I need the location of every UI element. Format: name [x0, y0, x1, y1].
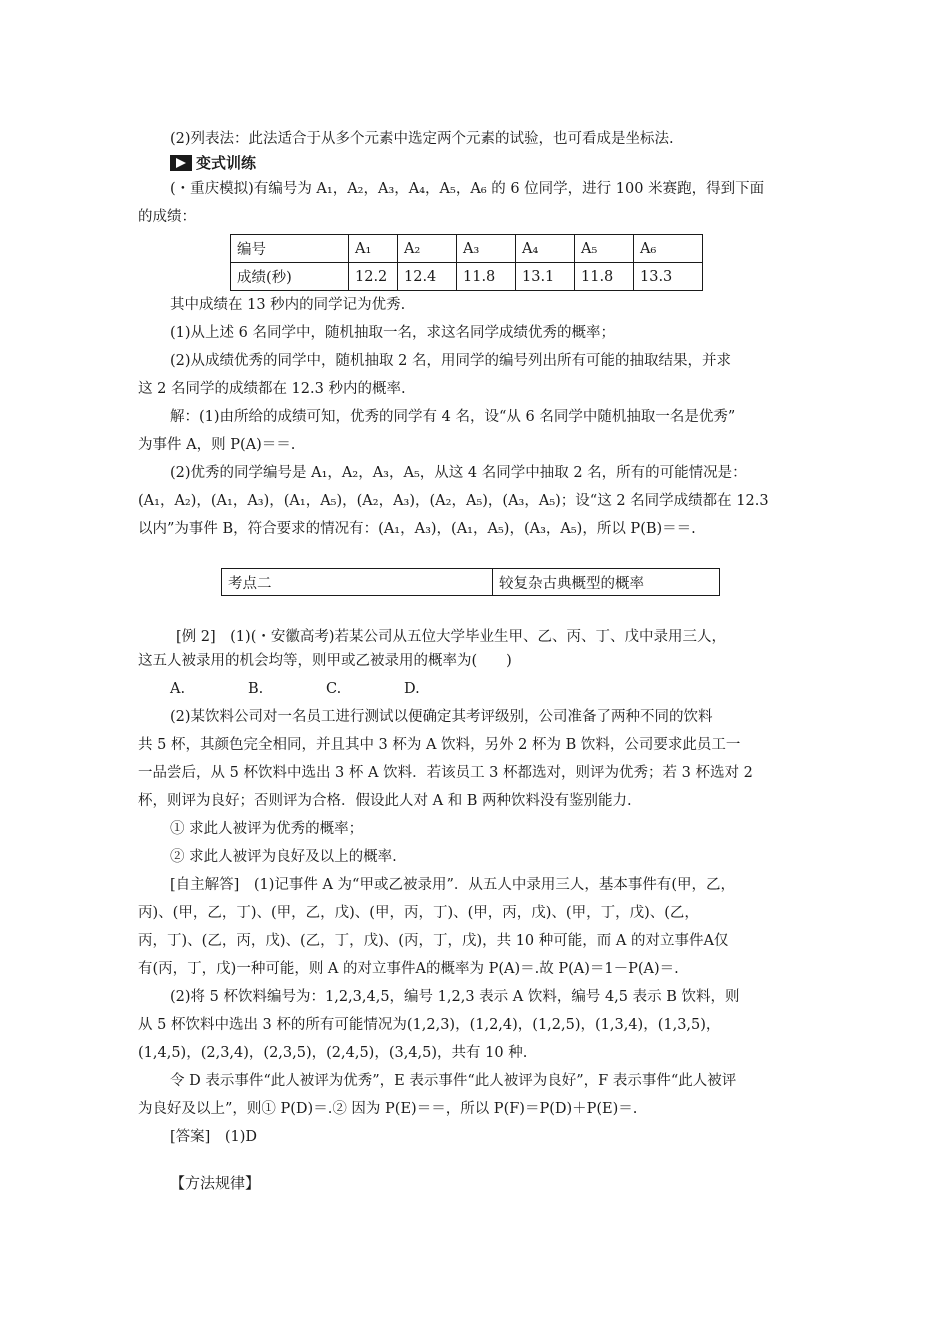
question-2-line1: (2)从成绩优秀的同学中，随机抽取 2 名，用同学的编号列出所有可能的抽取结果，并求 [170, 353, 731, 369]
table-cell: 13.3 [634, 263, 703, 291]
solution-1-line2: 为事件 A，则 P(A)＝＝. [138, 437, 296, 453]
self-solution-part2-line2: 从 5 杯饮料中选出 3 杯的所有可能情况为(1,2,3)，(1,2,4)，(1,2,5)，(1,3,4)，(1,3,5)， [138, 1017, 721, 1033]
example-2-part2-line2: 共 5 杯，其颜色完全相同，并且其中 3 杯为 A 饮料，另外 2 杯为 B 饮料，公司要求此员工一 [138, 737, 741, 753]
question-1: (1)从上述 6 名同学中，随机抽取一名，求这名同学成绩优秀的概率； [170, 325, 615, 341]
table-cell: 编号 [231, 235, 349, 263]
table-cell: 13.1 [516, 263, 575, 291]
option-b: B. [248, 681, 264, 697]
table-cell: A₅ [575, 235, 634, 263]
table-cell: 11.8 [457, 263, 516, 291]
table-cell: 12.4 [398, 263, 457, 291]
option-c: C. [326, 681, 342, 697]
table-cell: A₃ [457, 235, 516, 263]
example-2-part2-line3: 一品尝后，从 5 杯饮料中选出 3 杯 A 饮料．若该员工 3 杯都选对，则评为优秀；若 3 杯选对 2 [138, 765, 753, 781]
example-2-line1: [例 2] (1)(・安徽高考)若某公司从五位大学毕业生甲、乙、丙、丁、戊中录用三人， [176, 629, 726, 645]
self-solution-part2-line3: (1,4,5)，(2,3,4)，(2,3,5)，(2,4,5)，(3,4,5)，共有 10 种. [138, 1045, 528, 1061]
problem-stem-line2: 的成绩： [138, 209, 196, 225]
question-2-line2: 这 2 名同学的成绩都在 12.3 秒内的概率. [138, 381, 406, 397]
table-row [231, 235, 703, 263]
table-cell: A₆ [634, 235, 703, 263]
self-solution-line1: [自主解答] (1)记事件 A 为“甲或乙被录用”．从五人中录用三人，基本事件有(甲，乙， [170, 877, 736, 893]
answer-line: [答案] (1)D [170, 1129, 257, 1145]
sub-question-2: ② 求此人被评为良好及以上的概率. [170, 849, 397, 865]
topic-box [221, 568, 720, 596]
self-solution-line3: 丙，丁)、(乙，丙，戊)、(乙，丁，戊)、(丙，丁，戊)，共 10 种可能，而 A 的对立事件A仅 [138, 933, 729, 949]
example-2-part2-line4: 杯，则评为良好；否则评为合格．假设此人对 A 和 B 两种饮料没有鉴别能力. [138, 793, 632, 809]
table-row [231, 263, 703, 291]
method-heading: 【方法规律】 [170, 1174, 261, 1192]
self-solution-part3-line1: 令 D 表示事件“此人被评为优秀”，E 表示事件“此人被评为良好”，F 表示事件“此人被评 [170, 1073, 737, 1089]
self-solution-part3-line2: 为良好及以上”，则① P(D)＝.② 因为 P(E)＝＝，所以 P(F)＝P(D)＋P(E)＝. [138, 1101, 638, 1117]
table-row [222, 569, 720, 596]
solution-1-line1: 解：(1)由所给的成绩可知，优秀的同学有 4 名，设“从 6 名同学中随机抽取一名是优秀” [170, 409, 736, 425]
example-2-part2-line1: (2)某饮料公司对一名员工进行测试以便确定其考评级别，公司准备了两种不同的饮料 [170, 709, 713, 725]
score-table [230, 234, 703, 291]
section-heading-label: 变式训练 [196, 154, 257, 172]
section-heading [170, 152, 256, 173]
self-solution-part2-line1: (2)将 5 杯饮料编号为：1,2,3,4,5，编号 1,2,3 表示 A 饮料，编号 4,5 表示 B 饮料，则 [170, 989, 740, 1005]
problem-stem-line1: (・重庆模拟)有编号为 A₁，A₂，A₃，A₄，A₅，A₆ 的 6 位同学，进行 100 米赛跑，得到下面 [170, 181, 765, 197]
table-cell: A₁ [349, 235, 398, 263]
topic-title: 较复杂古典概型的概率 [493, 569, 720, 596]
solution-2-line2: (A₁，A₂)，(A₁，A₃)，(A₁，A₅)，(A₂，A₃)，(A₂，A₅)，(A₃，A₅)；设“这 2 名同学成绩都在 12.3 [138, 493, 769, 509]
example-2-line2: 这五人被录用的机会均等，则甲或乙被录用的概率为( ) [138, 653, 512, 669]
table-cell: A₂ [398, 235, 457, 263]
table-cell: A₄ [516, 235, 575, 263]
table-cell: 成绩(秒) [231, 263, 349, 291]
topic-label: 考点二 [222, 569, 493, 596]
table-cell: 11.8 [575, 263, 634, 291]
table-cell: 12.2 [349, 263, 398, 291]
solution-2-line3: 以内”为事件 B，符合要求的情况有：(A₁，A₃)，(A₁，A₅)，(A₃，A₅)，所以 P(B)＝＝. [138, 521, 696, 537]
play-triangle-icon [170, 155, 192, 171]
sub-question-1: ① 求此人被评为优秀的概率； [170, 821, 364, 837]
answer-options [170, 679, 482, 699]
self-solution-line4: 有(丙，丁，戊)一种可能，则 A 的对立事件A的概率为 P(A)＝.故 P(A)＝1－P(A)＝. [138, 961, 679, 977]
solution-2-line1: (2)优秀的同学编号是 A₁，A₂，A₃，A₅，从这 4 名同学中抽取 2 名，所有的可能情况是： [170, 465, 747, 481]
option-d: D. [404, 681, 420, 697]
problem-note: 其中成绩在 13 秒内的同学记为优秀. [170, 297, 406, 313]
option-a: A. [170, 681, 186, 697]
self-solution-line2: 丙)、(甲，乙，丁)、(甲，乙，戊)、(甲，丙，丁)、(甲，丙，戊)、(甲，丁，戊)、(乙， [138, 905, 699, 921]
intro-line: (2)列表法：此法适合于从多个元素中选定两个元素的试验，也可看成是坐标法. [170, 131, 674, 147]
